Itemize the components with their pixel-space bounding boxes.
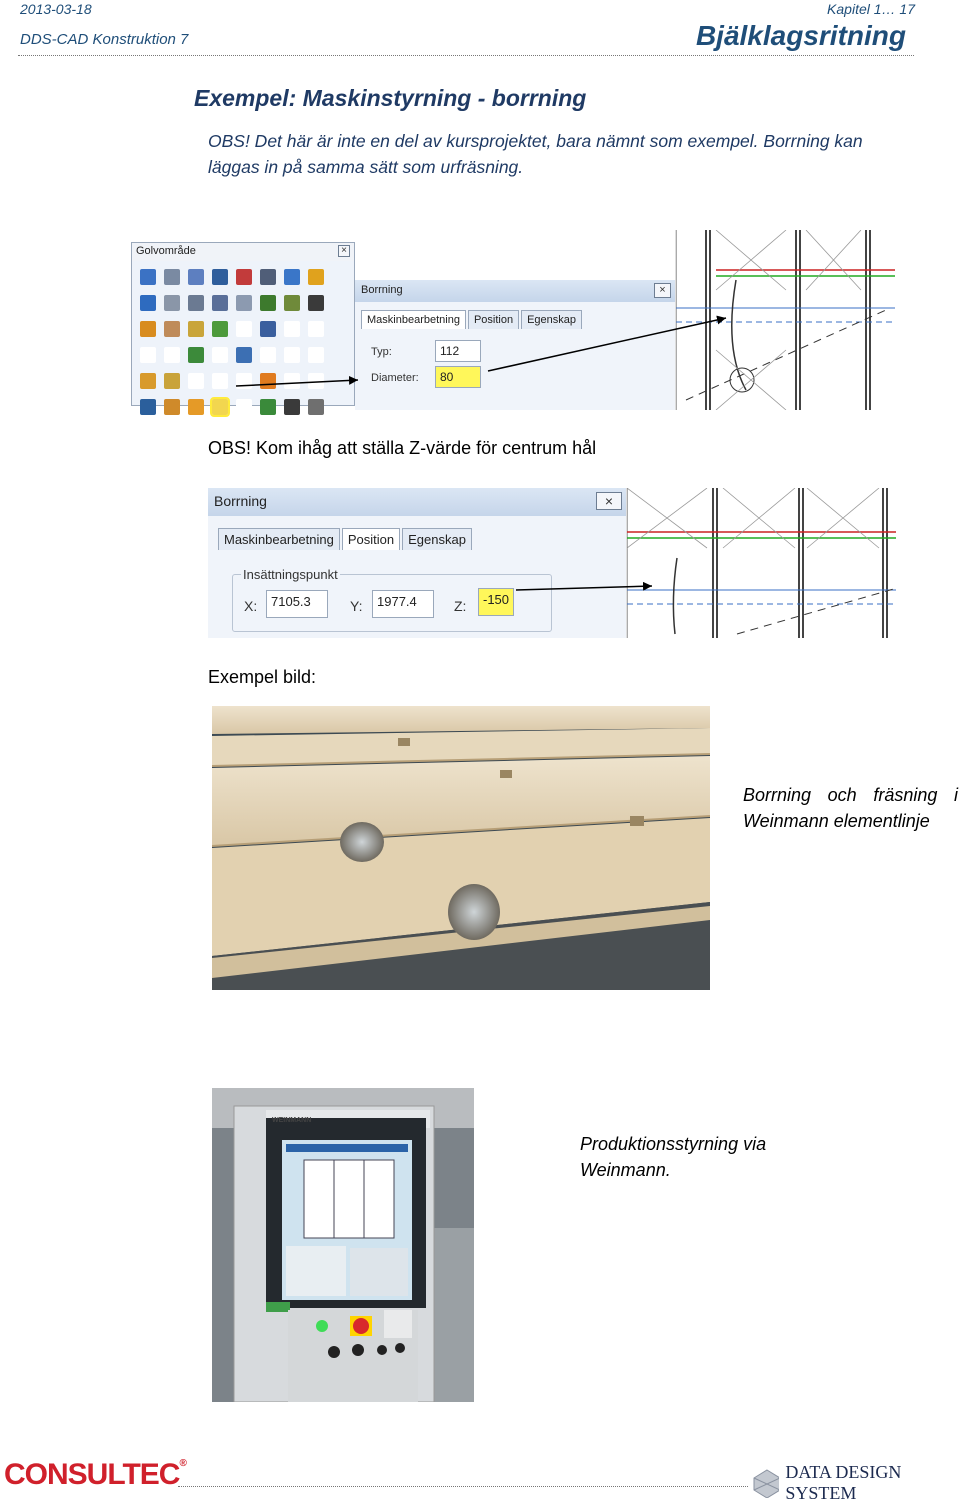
close-icon[interactable]: × [654, 283, 671, 298]
y-label: Y: [350, 598, 363, 614]
caption-drilling: Borrning och fräsning i Weinmann elementlinje [743, 785, 958, 831]
tab-egenskap[interactable]: Egenskap [521, 310, 582, 329]
example-label: Exempel bild: [208, 667, 317, 687]
x-label: X: [244, 598, 258, 614]
control-panel-illustration [212, 1088, 474, 1402]
timber-drilling-illustration [212, 706, 710, 990]
header-rule [18, 55, 914, 56]
z-field[interactable]: -150 [478, 588, 514, 616]
section-title: Exempel: Maskinstyrning - borrning [194, 85, 587, 111]
tab-maskinbearbetning[interactable]: Maskinbearbetning [361, 310, 466, 329]
diameter-label: Diameter: [371, 372, 419, 384]
y-field[interactable]: 1977.4 [372, 590, 434, 618]
tab-position[interactable]: Position [342, 528, 400, 550]
header-chapter: Kapitel 1… 17 [827, 1, 915, 17]
tab-egenskap[interactable]: Egenskap [402, 528, 472, 550]
control-panel-photo [212, 1088, 474, 1402]
header-course: DDS-CAD Konstruktion 7 [20, 31, 189, 48]
z-value-reminder: OBS! Kom ihåg att ställa Z-värde för centrum hål [208, 438, 597, 458]
figure-2 [208, 488, 896, 638]
dialog-title: Borrning [361, 284, 403, 296]
dds-logo [752, 1462, 960, 1500]
close-icon[interactable]: × [596, 492, 622, 510]
footer-rule [178, 1486, 748, 1487]
dds-logo-text: DATA DESIGN SYSTEM [785, 1462, 902, 1500]
close-icon[interactable]: × [338, 245, 350, 257]
type-label: Typ: [371, 346, 392, 358]
z-label: Z: [454, 598, 467, 614]
callout-arrow-2 [208, 488, 896, 638]
tab-maskinbearbetning[interactable]: Maskinbearbetning [218, 528, 340, 550]
section-note: OBS! Det här är inte en del av kursprojektet, bara nämnt som exempel. Borrning kan läggas in på samma sätt som urfräsning. [208, 131, 863, 177]
consultec-logo: CONSULTEC® [4, 1458, 186, 1491]
timber-drilling-photo [212, 706, 710, 990]
tab-position[interactable]: Position [468, 310, 519, 329]
dds-logo-mark [752, 1468, 779, 1498]
x-field[interactable]: 7105.3 [266, 590, 328, 618]
type-field[interactable]: 112 [435, 340, 481, 362]
panel-brand: WEINMANN [272, 1117, 312, 1124]
diameter-field[interactable]: 80 [435, 366, 481, 388]
caption-production: Produktionsstyrning via Weinmann. [580, 1134, 767, 1180]
header-date: 2013-03-18 [20, 1, 92, 17]
insertion-point-label: Insättningspunkt [243, 567, 338, 582]
toolbox-title: Golvområde [136, 245, 196, 257]
callout-arrows-1 [128, 230, 896, 410]
consultec-logo-text: CONSULTEC [4, 1458, 180, 1491]
dialog-title: Borrning [214, 493, 267, 509]
figure-1 [128, 230, 896, 410]
header-title: Bjälklagsritning [695, 20, 906, 51]
